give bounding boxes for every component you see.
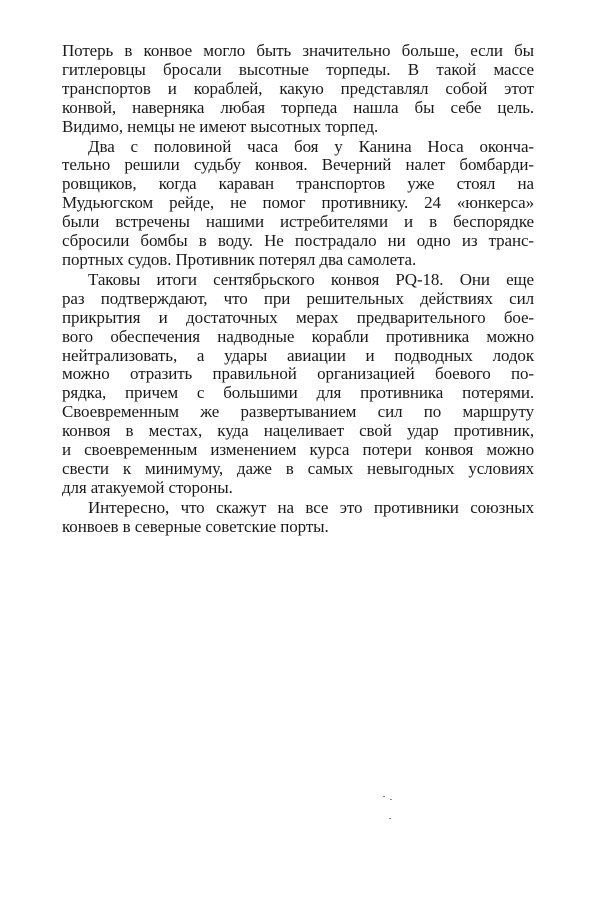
text-line: рядка, причем с большими для противника потерями. [62, 383, 534, 403]
paragraph-1 [62, 42, 534, 137]
text-line: портных судов. Противник потерял два самолета. [62, 249, 417, 269]
text-line: конвой, наверняка любая торпеда нашла бы себе цель. [62, 97, 534, 117]
text-line: конвоя в местах, куда нацеливает свой удар противник, [62, 421, 534, 441]
text-line: ровщиков, когда караван транспортов уже стоял на [62, 174, 534, 194]
text-line: нейтрализовать, а удары авиации и подводных лодок [62, 345, 534, 365]
text-line: Интересно, что скажут на все это противники союзных [88, 497, 534, 517]
text-line: и своевременным изменением курса потери конвоя можно [62, 440, 534, 460]
text-line: Потерь в конвое могло быть значительно больше, если бы [62, 41, 534, 60]
text-line: Видимо, немцы не имеют высотных торпед. [62, 116, 379, 136]
text-line: Два с половиной часа боя у Канина Носа оконча- [88, 136, 534, 156]
document-page [62, 42, 534, 537]
text-line: гитлеровцы бросали высотные торпеды. В такой массе [62, 59, 534, 79]
text-line: для атакуемой стороны. [62, 477, 233, 497]
text-line: прикрытия и достаточных мерах предварительного бое- [62, 307, 534, 327]
scan-speck [383, 796, 385, 797]
text-line: можно отразить правильной организацией боевого по- [62, 364, 534, 384]
text-line: тельно решили судьбу конвоя. Вечерний налет бомбарди- [62, 155, 534, 175]
paragraph-2 [62, 138, 534, 270]
paragraph-4 [62, 499, 534, 537]
text-line: Мудьюгском рейде, не помог противнику. 24 «юнкерса» [62, 193, 534, 213]
text-line: свести к минимуму, даже в самых невыгодных условиях [62, 458, 534, 478]
text-line: раз подтверждают, что при решительных действиях сил [62, 288, 534, 308]
paragraph-3 [62, 271, 534, 498]
text-line: конвоев в северные советские порты. [62, 516, 329, 536]
text-line: сбросили бомбы в воду. Не пострадало ни одно из транс- [62, 231, 534, 251]
scan-speck [389, 818, 391, 819]
text-line: были встречены нашими истребителями и в беспорядке [62, 212, 534, 232]
text-line: транспортов и кораблей, какую представлял собой этот [62, 78, 534, 98]
text-line: вого обеспечения надводные корабли противника можно [62, 326, 534, 346]
scan-speck [390, 799, 392, 800]
text-line: Своевременным же развертыванием сил по маршруту [62, 402, 534, 422]
text-line: Таковы итоги сентябрьского конвоя PQ-18. Они еще [88, 269, 534, 289]
